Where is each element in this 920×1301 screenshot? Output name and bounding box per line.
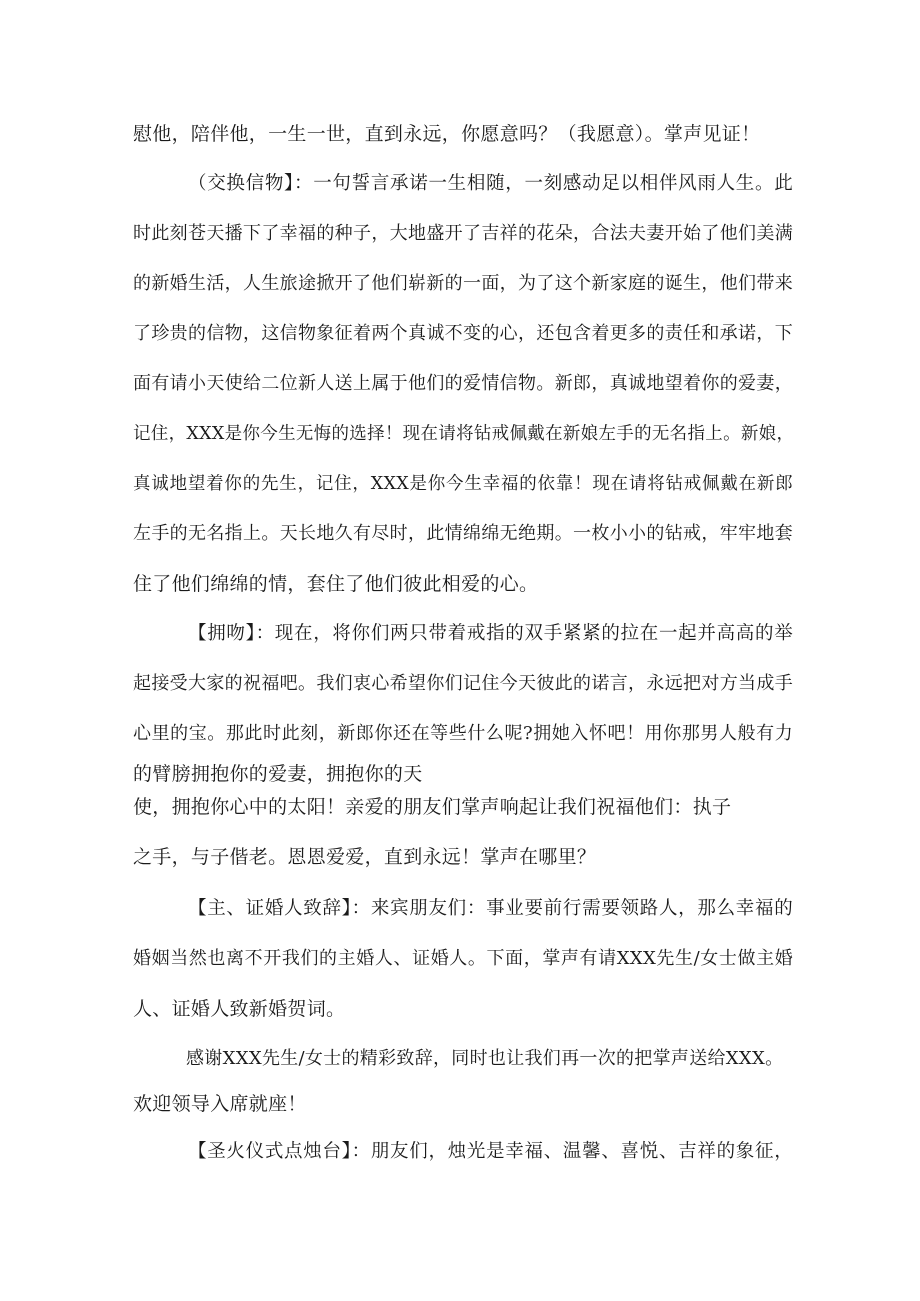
text-line-18: 婚姻当然也离不开我们的主婚人、证婚人。下面，掌声有请XXX先生/女士做主婚 [133,948,793,969]
text-line-9: 左手的无名指上。天长地久有尽时，此情绵绵无绝期。一枚小小的钻戒，牢牢地套 [133,523,793,544]
text-line-22: 【圣火仪式点烛台】：朋友们，烛光是幸福、温馨、喜悦、吉祥的象征， [188,1141,793,1162]
text-line-11: 【拥吻】：现在，将你们两只带着戒指的双手紧紧的拉在一起并高高的举 [188,623,793,644]
text-line-4: 的新婚生活，人生旅途掀开了他们崭新的一面，为了这个新家庭的诞生，他们带来 [133,273,793,294]
text-line-1: 慰他，陪伴他，一生一世，直到永远，你愿意吗？（我愿意）。掌声见证！ [133,123,761,145]
text-line-12: 起接受大家的祝福吧。我们衷心希望你们记住今天彼此的诺言，永远把对方当成手 [133,673,793,694]
text-line-5: 了珍贵的信物，这信物象征着两个真诚不变的心，还包含着更多的责任和承诺，下 [133,323,793,344]
text-line-20: 感谢XXX先生/女士的精彩致辞，同时也让我们再一次的把掌声送给XXX。 [186,1048,784,1069]
text-line-13: 心里的宝。那此时此刻，新郎你还在等些什么呢?拥她入怀吧！用你那男人般有力 [133,723,793,744]
text-line-16: 之手，与子偕老。恩恩爱爱，直到永远！掌声在哪里？ [133,846,597,868]
text-line-21: 欢迎领导入席就座！ [133,1093,307,1115]
text-line-14: 的臂膀拥抱你的爱妻，拥抱你的天 [133,763,423,785]
text-line-3: 时此刻苍天播下了幸福的种子，大地盛开了吉祥的花朵，合法夫妻开始了他们美满 [133,223,793,244]
text-line-15: 使，拥抱你心中的太阳！亲爱的朋友们掌声响起让我们祝福他们：执子 [133,796,732,818]
text-line-19: 人、证婚人致新婚贺词。 [133,998,346,1020]
text-line-8: 真诚地望着你的先生，记住，XXX是你今生幸福的依靠！现在请将钻戒佩戴在新郎 [133,474,793,494]
text-line-17: 【主、证婚人致辞】：来宾朋友们：事业要前行需要领路人，那么幸福的 [188,898,793,919]
text-line-6: 面有请小天使给二位新人送上属于他们的爱情信物。新郎，真诚地望着你的爱妻， [133,373,793,394]
text-line-2: （交换信物】：一句誓言承诺一生相随，一刻感动足以相伴风雨人生。此 [188,173,793,194]
text-line-7: 记住，XXX是你今生无悔的选择！现在请将钻戒佩戴在新娘左手的无名指上。新娘， [133,424,795,444]
text-line-10: 住了他们绵绵的情，套住了他们彼此相爱的心。 [133,573,539,595]
